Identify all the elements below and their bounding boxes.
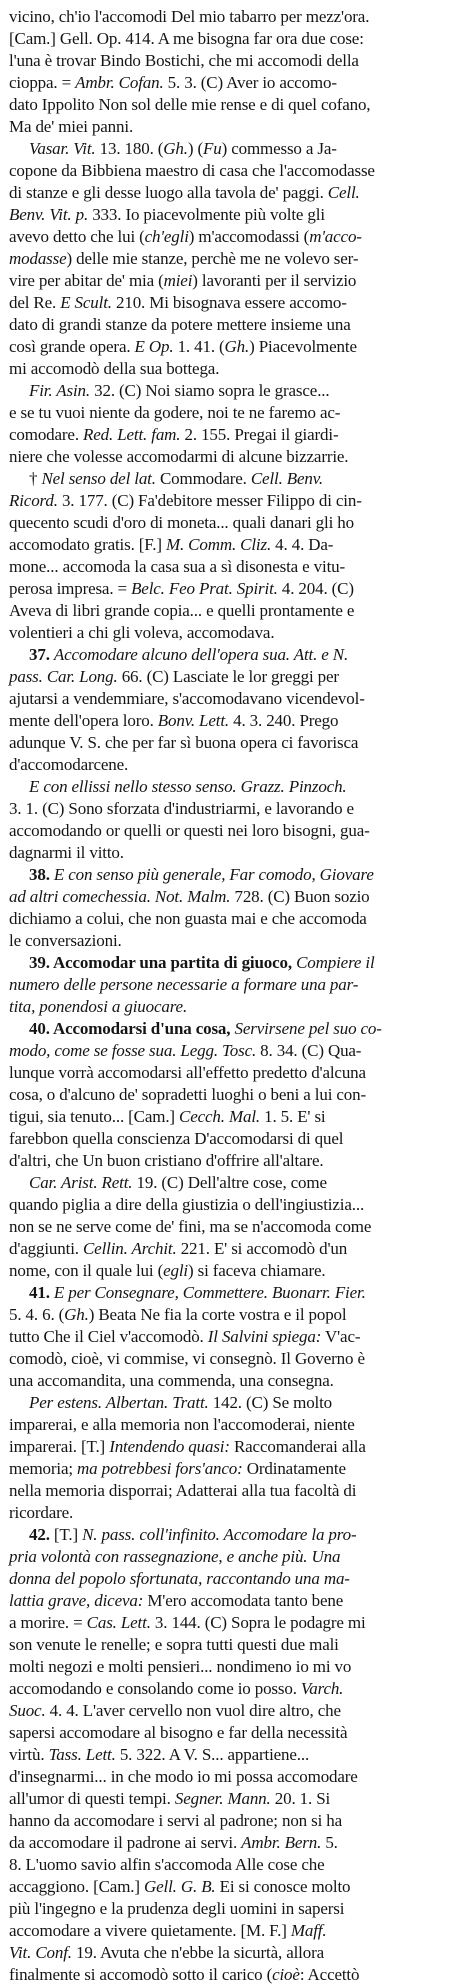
text-run: dato di grandi stanze da potere mettere insieme una <box>9 315 351 334</box>
italic-text: modasse <box>9 249 67 268</box>
text-run: comodare. <box>9 425 84 444</box>
italic-text: Cellin. Archit. <box>82 1239 177 1258</box>
italic-text: E per Consegnare, Commettere. Buonarr. Fier. <box>53 1283 366 1302</box>
text-run: avevo detto che lui ( <box>9 227 145 246</box>
text-line <box>9 1172 464 1194</box>
italic-text: Cell. <box>327 183 360 202</box>
text-line <box>9 798 464 820</box>
text-run: del Re. <box>9 293 61 312</box>
text-line <box>9 1304 464 1326</box>
text-line <box>9 6 464 28</box>
text-line <box>9 116 464 138</box>
text-line <box>9 1964 464 1986</box>
italic-text: Intendendo quasi: <box>109 1437 230 1456</box>
text-line <box>9 424 464 446</box>
text-run: 19. Avuta che n'ebbe la sicurtà, allora <box>71 1943 325 1962</box>
italic-text: Belc. Feo Prat. Spirit. <box>131 579 278 598</box>
text-run: 1. 41. ( <box>173 337 225 356</box>
text-run: Ordinatamente <box>242 1459 346 1478</box>
text-line <box>9 1326 464 1348</box>
italic-text: ad altri comechessia. Not. Malm. <box>9 887 231 906</box>
text-run: accomodare a vivere quietamente. [M. F.] <box>9 1921 291 1940</box>
text-run: ) Piacevolmente <box>249 337 357 356</box>
text-run: quando piglia a dire della giustizia o dell'ingiustizia... <box>9 1195 365 1214</box>
text-line <box>9 1700 464 1722</box>
italic-text: Per estens. Albertan. Tratt. <box>29 1393 209 1412</box>
text-run: 210. Mi bisognava essere accomo- <box>111 293 347 312</box>
text-run: cioppa. = <box>9 73 76 92</box>
text-line <box>9 1590 464 1612</box>
text-line <box>9 468 464 490</box>
text-line <box>9 820 464 842</box>
text-line <box>9 1502 464 1524</box>
text-run: 4. 4. Da- <box>271 535 334 554</box>
text-run: ) commesso a Ja- <box>221 139 337 158</box>
text-run: perosa impresa. = <box>9 579 132 598</box>
italic-text: egli <box>163 1261 188 1280</box>
text-run: d'accomodarcene. <box>9 755 129 774</box>
text-run: accomodando e consolando come io posso. <box>9 1679 301 1698</box>
text-run: mente dell'opera loro. <box>9 711 158 730</box>
italic-text: Cecch. Mal. <box>179 1107 260 1126</box>
italic-text: Varch. <box>300 1679 344 1698</box>
italic-text: E con ellissi nello stesso senso. Grazz. Pinzoch. <box>29 777 347 796</box>
text-line <box>9 908 464 930</box>
text-run: volentieri a chi gli voleva, accomodava. <box>9 623 275 642</box>
text-run: così grande opera. <box>9 337 135 356</box>
italic-text: Accomodare alcuno dell'opera sua. Att. e N. <box>53 645 349 664</box>
text-run: Ei si conosce molto <box>215 1877 351 1896</box>
text-line <box>9 314 464 336</box>
text-line <box>9 1920 464 1942</box>
italic-text: Gh. <box>64 1305 89 1324</box>
text-run: 3. 177. (C) Fa'debitore messer Filippo di cin- <box>57 491 362 510</box>
italic-text: Suoc. <box>9 1701 46 1720</box>
italic-text: Gh. <box>163 139 188 158</box>
text-line <box>9 226 464 248</box>
text-run: son venute le renelle; e sopra tutti questi due mali <box>9 1635 339 1654</box>
text-line <box>9 204 464 226</box>
text-line <box>9 1282 464 1304</box>
text-run: accomodando or quelli or questi nei loro bisogni, gua- <box>9 821 370 840</box>
text-line <box>9 1436 464 1458</box>
text-run: mone... accomoda la casa sua a sì disonesta e vitu- <box>9 557 346 576</box>
text-run: da accomodare il padrone ai servi. <box>9 1833 242 1852</box>
text-run: Raccomanderai alla <box>229 1437 366 1456</box>
italic-text: Vit. Conf. <box>9 1943 72 1962</box>
italic-text: Vasar. Vit. <box>29 139 96 158</box>
text-line <box>9 1876 464 1898</box>
text-run: V'ac- <box>321 1327 361 1346</box>
text-run: copone da Bibbiena maestro di casa che l'accomodasse <box>9 161 375 180</box>
entry-number: 39. Accomodar una partita di giuoco, <box>29 953 297 972</box>
text-line <box>9 710 464 732</box>
text-run: tutto Che il Ciel v'accomodò. <box>9 1327 208 1346</box>
italic-text: Segner. Mann. <box>174 1789 271 1808</box>
italic-text: Gh. <box>224 337 250 356</box>
text-run: all'umor di questi tempi. <box>9 1789 175 1808</box>
text-run: 13. 180. ( <box>95 139 164 158</box>
text-line <box>9 1722 464 1744</box>
text-line <box>9 358 464 380</box>
text-line <box>9 138 464 160</box>
text-line <box>9 1480 464 1502</box>
italic-text: Red. Lett. fam. <box>83 425 181 444</box>
text-line <box>9 1216 464 1238</box>
text-run: una accomandita, una commenda, una consegna. <box>9 1371 334 1390</box>
italic-text: Fir. Asin. <box>29 381 91 400</box>
text-line <box>9 1128 464 1150</box>
text-run: 5. 4. 6. ( <box>9 1305 65 1324</box>
text-run: Commodare. <box>155 469 251 488</box>
text-line <box>9 1150 464 1172</box>
text-run: quecento scudi d'oro di moneta... quali danari gli ho <box>9 513 354 532</box>
italic-text: modo, come se fosse sua. Legg. Tosc. <box>9 1041 257 1060</box>
italic-text: Cas. Lett. <box>86 1613 151 1632</box>
text-run: ) Beata Ne fia la corte vostra e il popol <box>88 1305 347 1324</box>
text-run: sapersi accomodare al bisogno e far della necessità <box>9 1723 348 1742</box>
text-run: 32. (C) Noi siamo sopra le grasce... <box>90 381 330 400</box>
text-line <box>9 336 464 358</box>
text-line <box>9 534 464 556</box>
text-run: hanno da accomodare i servi al padrone; non si ha <box>9 1811 342 1830</box>
italic-text: ch'egli <box>144 227 189 246</box>
text-run: 728. (C) Buon sozio <box>230 887 370 906</box>
text-line <box>9 1568 464 1590</box>
italic-text: Servirsene pel suo co- <box>234 1019 382 1038</box>
text-run: cosa, o d'alcuno de' sopradetti luoghi o beni a lui con- <box>9 1085 366 1104</box>
text-line <box>9 1392 464 1414</box>
text-line <box>9 270 464 292</box>
text-line <box>9 578 464 600</box>
text-run: 142. (C) Se molto <box>208 1393 333 1412</box>
text-line <box>9 1348 464 1370</box>
text-line <box>9 1766 464 1788</box>
entry-number: 42. <box>29 1525 54 1544</box>
text-run: 20. 1. Si <box>270 1789 331 1808</box>
text-line <box>9 182 464 204</box>
text-run: virtù. <box>9 1745 49 1764</box>
text-run: † <box>29 469 42 488</box>
text-line <box>9 1678 464 1700</box>
italic-text: Bonv. Lett. <box>157 711 229 730</box>
text-line <box>9 1634 464 1656</box>
text-run: non se ne serve come de' fini, ma se n'accomoda come <box>9 1217 372 1236</box>
text-run: 3. 144. (C) Sopra le podagre mi <box>150 1613 366 1632</box>
text-run: 4. 204. (C) <box>277 579 354 598</box>
text-run: accomodato gratis. [F.] <box>9 535 166 554</box>
text-run: finalmente si accomodò sotto il carico ( <box>9 1965 273 1984</box>
text-line <box>9 1656 464 1678</box>
text-run: dagnarmi il vitto. <box>9 843 124 862</box>
text-run: ) si faceva chiamare. <box>188 1261 326 1280</box>
text-line <box>9 380 464 402</box>
text-run: a morire. = <box>9 1613 87 1632</box>
italic-text: M. Comm. Cliz. <box>165 535 272 554</box>
text-run: mi accomodò della sua bottega. <box>9 359 220 378</box>
text-run: 221. E' si accomodò d'un <box>176 1239 348 1258</box>
text-line <box>9 732 464 754</box>
text-run: Ma de' miei panni. <box>9 117 134 136</box>
italic-text: Tass. Lett. <box>48 1745 116 1764</box>
text-run: vicino, ch'io l'accomodi Del mio tabarro per mezz'ora. <box>9 7 370 26</box>
italic-text: Nel senso del lat. <box>41 469 156 488</box>
italic-text: E Scult. <box>60 293 112 312</box>
text-line <box>9 622 464 644</box>
text-line <box>9 930 464 952</box>
text-run: niere che volesse accomodarmi di alcune bizzarrie. <box>9 447 349 466</box>
text-run: 66. (C) Lasciate le lor greggi per <box>117 667 339 686</box>
text-run: l'una è trovar Bindo Bostichi, che mi accomodi della <box>9 51 359 70</box>
text-run: vire per abitar de' mia ( <box>9 271 164 290</box>
text-run: molti negozi e molti pensieri... nondimeno io mi vo <box>9 1657 352 1676</box>
italic-text: pass. Car. Long. <box>9 667 118 686</box>
text-run: dato Ippolito Non sol delle mie rense e di quel cofano, <box>9 95 371 114</box>
text-line <box>9 402 464 424</box>
text-line <box>9 1414 464 1436</box>
text-line <box>9 666 464 688</box>
text-run: 5. <box>321 1833 338 1852</box>
text-run: ) ( <box>187 139 203 158</box>
entry-number: 38. <box>29 865 54 884</box>
italic-text: ma potrebbesi fors'anco: <box>77 1459 243 1478</box>
text-run: più l'ingegno e la prudenza degli uomini in sapersi <box>9 1899 345 1918</box>
text-run: Aveva di libri grande copia... e quelli prontamente e <box>9 601 355 620</box>
text-run: d'altri, che Un buon cristiano d'offrire all'altare. <box>9 1151 324 1170</box>
italic-text: Ambr. Cofan. <box>75 73 164 92</box>
text-line <box>9 688 464 710</box>
italic-text: Il Salvini spiega: <box>207 1327 322 1346</box>
text-line <box>9 1370 464 1392</box>
text-line <box>9 1612 464 1634</box>
text-run: 1. 5. E' si <box>260 1107 326 1126</box>
text-line <box>9 1458 464 1480</box>
text-run: : Accettò <box>299 1965 360 1984</box>
italic-text: numero delle persone necessarie a formare una par- <box>9 975 359 994</box>
text-line <box>9 160 464 182</box>
text-line <box>9 1194 464 1216</box>
text-run: d'insegnarmi... in che modo io mi possa accomodare <box>9 1767 358 1786</box>
italic-text: Ambr. Bern. <box>241 1833 322 1852</box>
text-run: ajutarsi a vendemmiare, s'accomodavano vicendevol- <box>9 689 365 708</box>
entry-number: 40. Accomodarsi d'una cosa, <box>29 1019 235 1038</box>
text-line <box>9 864 464 886</box>
text-line <box>9 490 464 512</box>
text-run: 5. 322. A V. S... appartiene... <box>115 1745 310 1764</box>
text-line <box>9 1260 464 1282</box>
italic-text: Compiere il <box>296 953 375 972</box>
text-run: ) m'accomodassi ( <box>188 227 310 246</box>
text-line <box>9 1524 464 1546</box>
text-run: 3. 1. (C) Sono sforzata d'industriarmi, e lavorando e <box>9 799 354 818</box>
text-line <box>9 1810 464 1832</box>
italic-text: Gell. G. B. <box>144 1877 216 1896</box>
text-line <box>9 600 464 622</box>
text-line <box>9 1018 464 1040</box>
text-run: d'aggiunti. <box>9 1239 83 1258</box>
text-line <box>9 1238 464 1260</box>
italic-text: tita, ponendosi a giuocare. <box>9 997 188 1016</box>
text-line <box>9 50 464 72</box>
text-run: nella memoria disporrai; Adatterai alla tua facoltà di <box>9 1481 357 1500</box>
text-run: ) lavoranti per il servizio <box>192 271 357 290</box>
text-line <box>9 1106 464 1128</box>
text-line <box>9 644 464 666</box>
text-line <box>9 1040 464 1062</box>
text-line <box>9 1546 464 1568</box>
text-run: 8. 34. (C) Qua- <box>256 1041 362 1060</box>
text-run: adunque V. S. che per far sì buona opera ci favorisca <box>9 733 359 752</box>
italic-text: Fu <box>203 139 222 158</box>
text-line <box>9 1744 464 1766</box>
text-run: e se tu vuoi niente da godere, noi te ne faremo ac- <box>9 403 341 422</box>
text-run: 5. 3. (C) Aver io accomo- <box>163 73 337 92</box>
text-line <box>9 248 464 270</box>
italic-text: Ricord. <box>9 491 58 510</box>
text-run: [T.] <box>53 1525 83 1544</box>
text-run: accaggiono. [Cam.] <box>9 1877 144 1896</box>
text-run: di stanze e gli desse luogo alla tavola de' paggi. <box>9 183 328 202</box>
text-run: dichiamo a colui, che non guasta mai e che accomoda <box>9 909 367 928</box>
italic-text: donna del popolo sfortunata, raccontando una ma- <box>9 1569 350 1588</box>
italic-text: lattia grave, diceva: <box>9 1591 144 1610</box>
text-line <box>9 776 464 798</box>
text-line <box>9 1788 464 1810</box>
text-line <box>9 28 464 50</box>
text-line <box>9 1898 464 1920</box>
entry-number: 37. <box>29 645 54 664</box>
text-run: memoria; <box>9 1459 78 1478</box>
text-line <box>9 754 464 776</box>
entry-number: 41. <box>29 1283 54 1302</box>
text-run: comodò, cioè, vi commise, vi consegnò. Il Governo è <box>9 1349 365 1368</box>
text-line <box>9 996 464 1018</box>
italic-text: m'acco- <box>309 227 362 246</box>
text-run: tigui, sia tenuto... [Cam.] <box>9 1107 180 1126</box>
italic-text: cioè <box>272 1965 300 1984</box>
text-line <box>9 292 464 314</box>
italic-text: Maff. <box>290 1921 327 1940</box>
text-line <box>9 446 464 468</box>
text-line <box>9 512 464 534</box>
text-run: 4. 3. 240. Prego <box>229 711 339 730</box>
italic-text: Benv. Vit. p. <box>9 205 89 224</box>
text-line <box>9 974 464 996</box>
text-run: ) delle mie stanze, perchè me ne volevo ser- <box>66 249 359 268</box>
text-run: ricordare. <box>9 1503 74 1522</box>
italic-text: pria volontà con rassegnazione, e anche più. Una <box>9 1547 341 1566</box>
text-run: 2. 155. Pregai il giardi- <box>180 425 339 444</box>
text-run: imparerai. [T.] <box>9 1437 110 1456</box>
text-line <box>9 1832 464 1854</box>
italic-text: N. pass. coll'infinito. Accomodare la pro- <box>82 1525 357 1544</box>
text-run: 333. Io piacevolmente più volte gli <box>88 205 325 224</box>
text-line <box>9 1942 464 1964</box>
text-run: 4. 4. L'aver cervello non vuol dire altro, che <box>45 1701 341 1720</box>
italic-text: E con senso più generale, Far comodo, Giovare <box>53 865 374 884</box>
text-run: le conversazioni. <box>9 931 122 950</box>
text-run: imparerai, e alla memoria non l'accomoderai, niente <box>9 1415 355 1434</box>
text-run: 19. (C) Dell'altre cose, come <box>132 1173 327 1192</box>
text-line <box>9 1062 464 1084</box>
text-run: nome, con il quale lui ( <box>9 1261 164 1280</box>
italic-text: miei <box>163 271 193 290</box>
text-line <box>9 886 464 908</box>
text-run: farebbon quella conscienza D'accomodarsi di quel <box>9 1129 344 1148</box>
italic-text: Cell. Benv. <box>250 469 324 488</box>
text-line <box>9 72 464 94</box>
text-run: [Cam.] Gell. Op. 414. A me bisogna far ora due cose: <box>9 29 364 48</box>
text-line <box>9 842 464 864</box>
italic-text: Car. Arist. Rett. <box>29 1173 133 1192</box>
text-line <box>9 1084 464 1106</box>
text-line <box>9 1854 464 1876</box>
text-line <box>9 952 464 974</box>
italic-text: E Op. <box>134 337 174 356</box>
text-run: lunque vorrà accomodarsi all'effetto predetto d'alcuna <box>9 1063 366 1082</box>
text-line <box>9 556 464 578</box>
text-run: M'ero accomodata tanto bene <box>143 1591 344 1610</box>
text-line <box>9 94 464 116</box>
text-run: 8. L'uomo savio alfin s'accomoda Alle cose che <box>9 1855 325 1874</box>
